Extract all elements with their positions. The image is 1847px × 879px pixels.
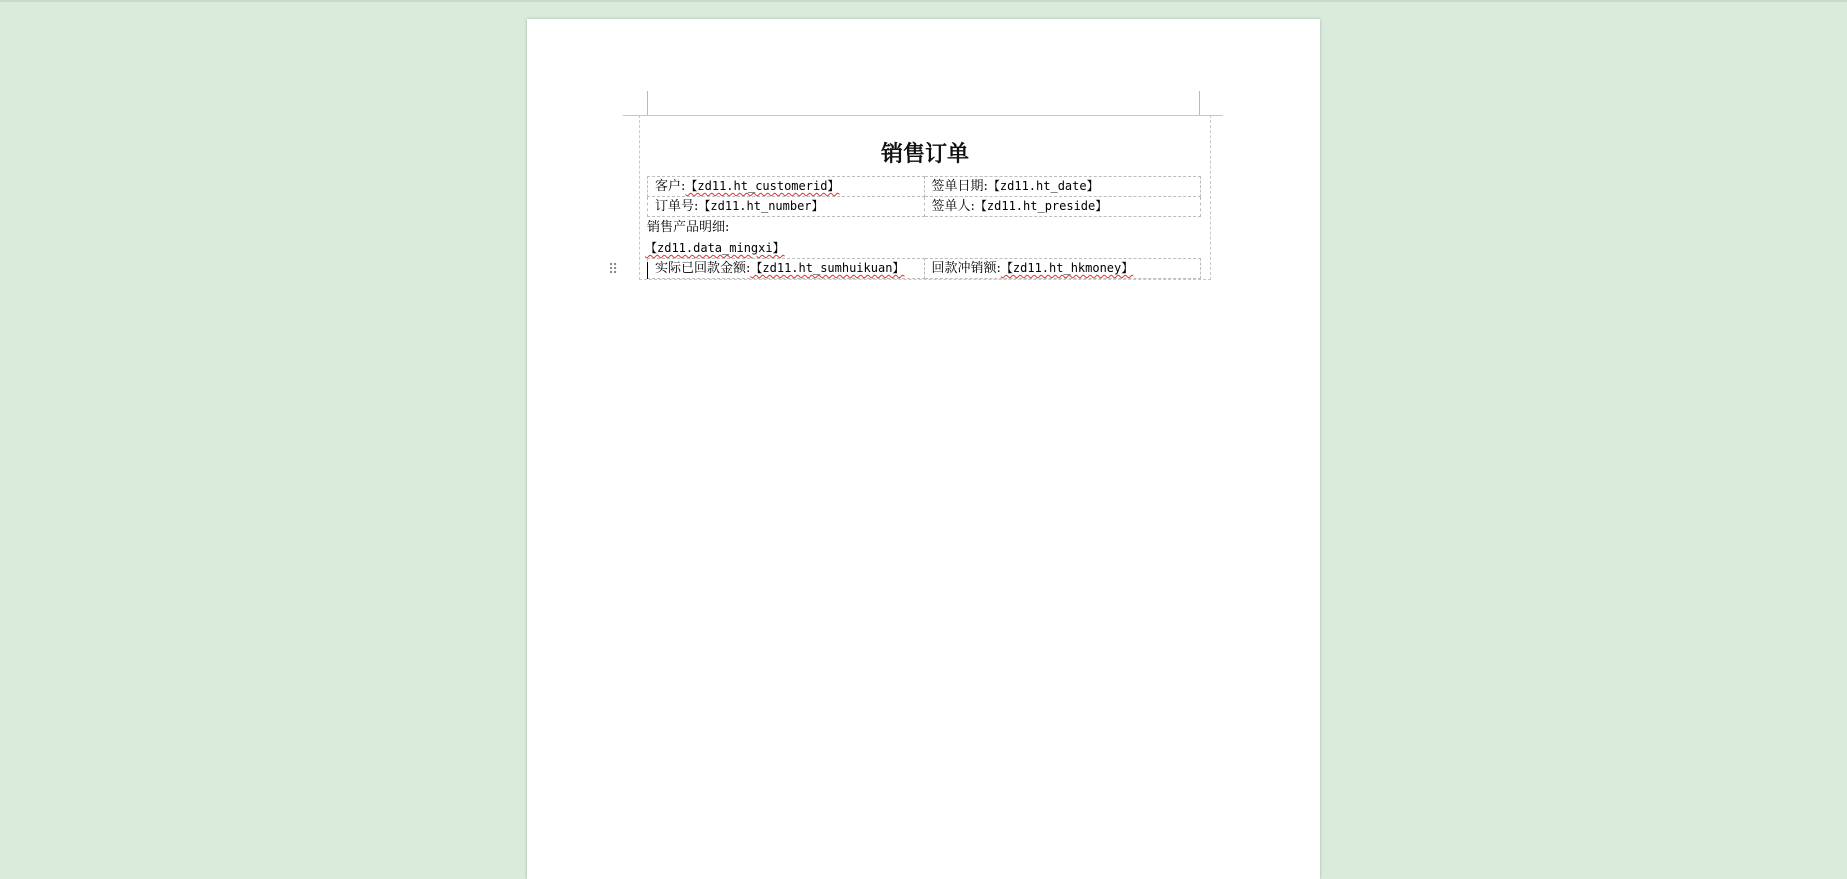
sign-date-field[interactable]: 【zd11.ht_date】 (987, 179, 1099, 193)
product-detail-label[interactable]: 销售产品明细: (647, 220, 730, 235)
document-title[interactable]: 销售订单 (880, 141, 969, 167)
text-cursor (647, 262, 648, 279)
writeoff-amount-cell[interactable] (924, 259, 1201, 279)
margin-guide-right (1199, 91, 1200, 115)
table-row[interactable] (648, 259, 1201, 279)
customer-field[interactable]: 【zd11.ht_customerid】 (685, 179, 840, 193)
signer-cell[interactable] (924, 197, 1201, 217)
product-detail-field[interactable] (645, 239, 785, 257)
order-number-field[interactable]: 【zd11.ht_number】 (698, 199, 824, 213)
document-page[interactable] (527, 19, 1320, 879)
margin-guide-left (647, 91, 648, 115)
customer-label: 客户: (655, 179, 686, 194)
content-area[interactable] (639, 115, 1211, 280)
header-fields-table[interactable] (647, 176, 1201, 217)
received-amount-label: 实际已回款金额: (655, 261, 751, 276)
writeoff-amount-label: 回款冲销额: (931, 261, 1001, 276)
received-amount-cell[interactable] (648, 259, 925, 279)
product-detail-field-text[interactable]: 【zd11.data_mingxi】 (645, 241, 785, 255)
sign-date-cell[interactable] (924, 177, 1201, 197)
signer-label: 签单人: (931, 199, 975, 214)
table-row[interactable] (648, 197, 1201, 217)
order-number-cell[interactable] (648, 197, 925, 217)
footer-fields-table[interactable] (647, 258, 1201, 279)
customer-cell[interactable] (648, 177, 925, 197)
writeoff-amount-field[interactable]: 【zd11.ht_hkmoney】 (1000, 261, 1134, 275)
received-amount-field[interactable]: 【zd11.ht_sumhuikuan】 (750, 261, 905, 275)
signer-field[interactable]: 【zd11.ht_preside】 (974, 199, 1108, 213)
drag-handle-icon[interactable]: ⠿ (608, 262, 618, 278)
sign-date-label: 签单日期: (931, 179, 988, 194)
table-row[interactable] (648, 177, 1201, 197)
order-number-label: 订单号: (655, 199, 699, 214)
